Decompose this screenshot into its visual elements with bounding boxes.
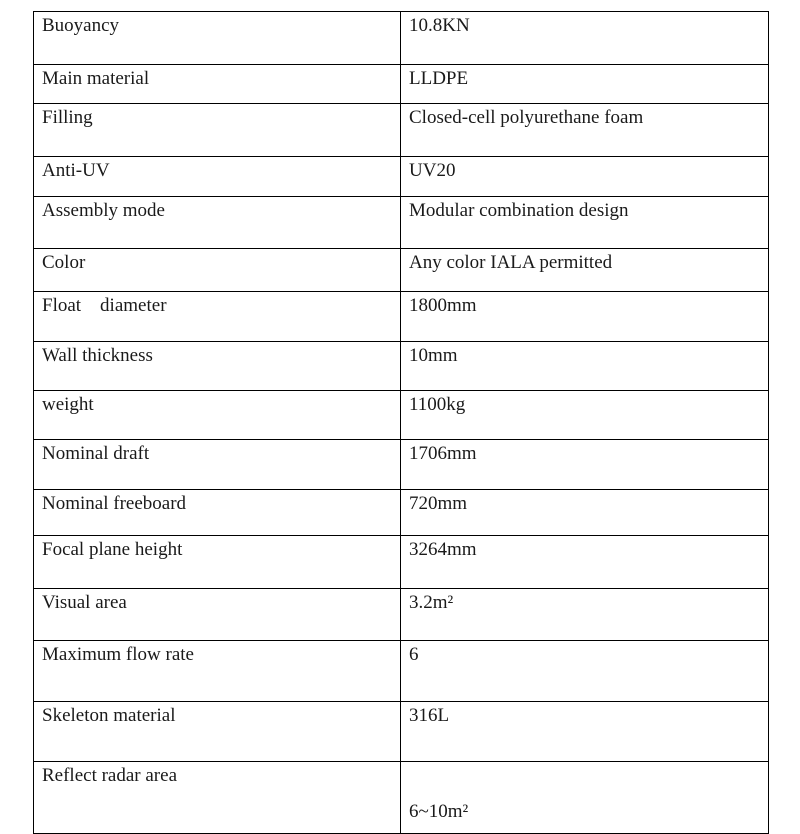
row-value: Closed-cell polyurethane foam [401,104,769,157]
row-label: Float diameter [34,292,401,342]
table-row [34,292,769,342]
row-value: 6 [401,641,769,702]
row-label: Nominal draft [34,440,401,490]
table-row [34,391,769,440]
row-value: Modular combination design [401,197,769,249]
row-label: Main material [34,65,401,104]
row-label: Filling [34,104,401,157]
row-label: Buoyancy [34,12,401,65]
row-label: Color [34,249,401,292]
row-label: Wall thickness [34,342,401,391]
table-row [34,702,769,762]
table-row [34,490,769,536]
row-value: 720mm [401,490,769,536]
table-row [34,65,769,104]
row-value: UV20 [401,157,769,197]
row-value: 3.2m² [401,589,769,641]
table-row [34,762,769,834]
row-label: Reflect radar area [34,762,401,834]
table-row [34,197,769,249]
row-label: Maximum flow rate [34,641,401,702]
specification-table [33,11,769,834]
table-row [34,641,769,702]
table-row [34,536,769,589]
row-label: Nominal freeboard [34,490,401,536]
row-value: LLDPE [401,65,769,104]
row-value: 10.8KN [401,12,769,65]
row-value: 1800mm [401,292,769,342]
row-value: 10mm [401,342,769,391]
row-value: Any color IALA permitted [401,249,769,292]
row-value: 6~10m² [401,762,769,834]
row-value: 1100kg [401,391,769,440]
row-label: Anti-UV [34,157,401,197]
table-row [34,157,769,197]
row-value: 3264mm [401,536,769,589]
table-row [34,342,769,391]
table-row [34,12,769,65]
row-label: Skeleton material [34,702,401,762]
row-label: Visual area [34,589,401,641]
row-label: weight [34,391,401,440]
table-row [34,589,769,641]
row-label: Assembly mode [34,197,401,249]
table-row [34,440,769,490]
row-label: Focal plane height [34,536,401,589]
table-row [34,104,769,157]
row-value: 1706mm [401,440,769,490]
row-value: 316L [401,702,769,762]
table-row [34,249,769,292]
